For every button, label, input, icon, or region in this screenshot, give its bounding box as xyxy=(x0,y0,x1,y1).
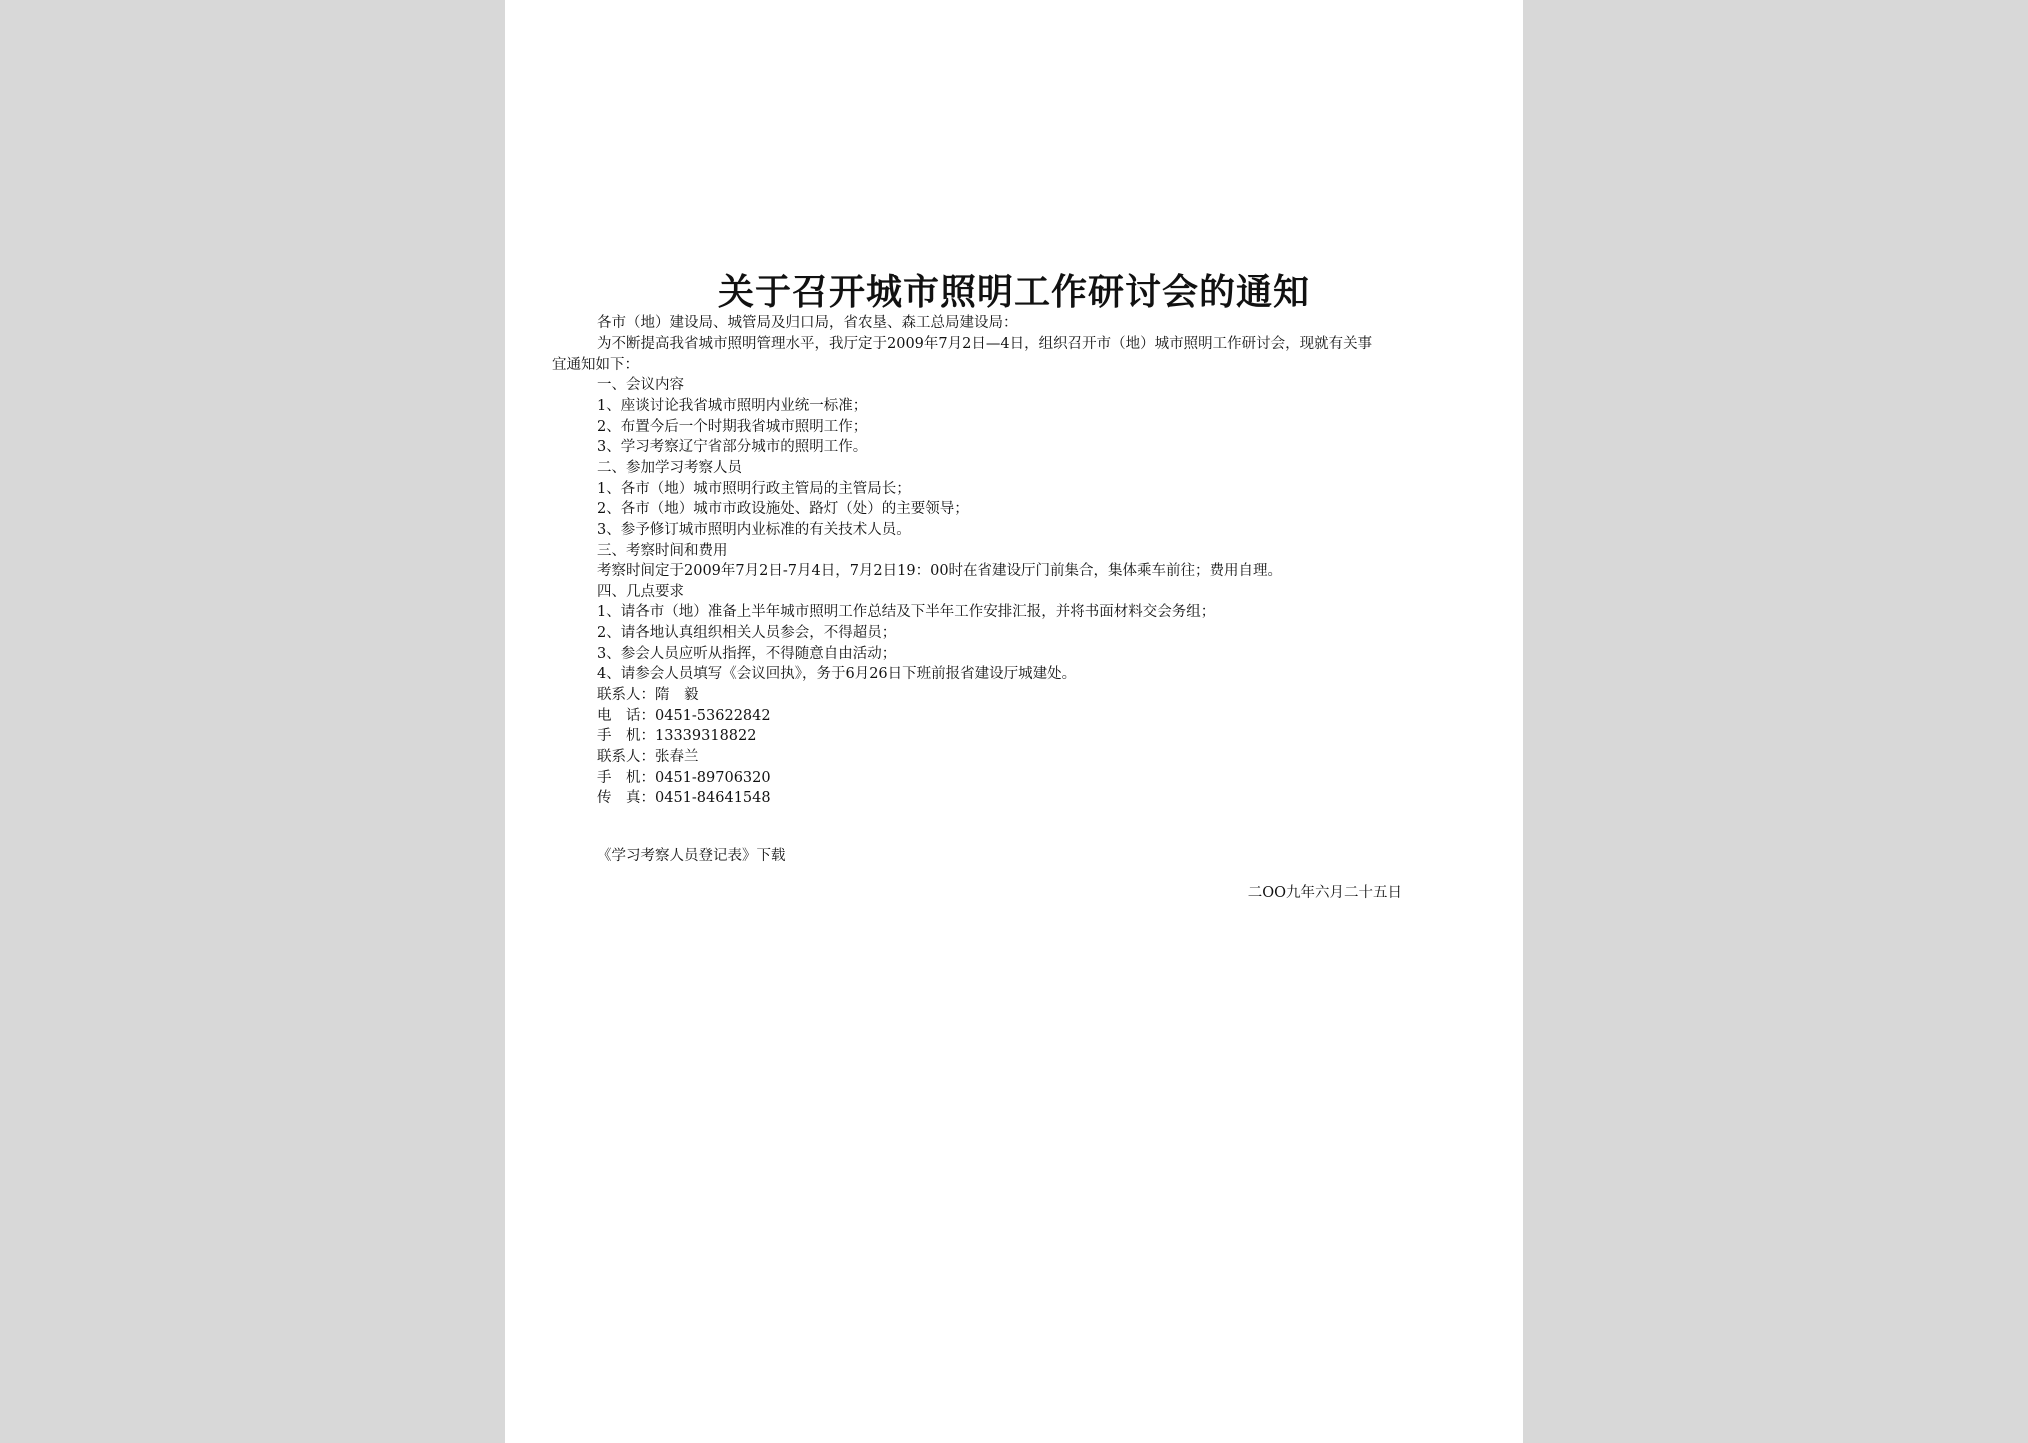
document-date: 二OO九年六月二十五日 xyxy=(1247,885,1402,901)
section-1-heading: 一、会议内容 xyxy=(597,377,684,393)
document-title: 关于召开城市照明工作研讨会的通知 xyxy=(717,271,1310,313)
section-4-item: 1、请各市（地）准备上半年城市照明工作总结及下半年工作安排汇报，并将书面材料交会务组； xyxy=(597,604,1216,620)
section-1-item: 1、座谈讨论我省城市照明内业统一标准； xyxy=(597,398,868,414)
contact-line: 手 机：0451-89706320 xyxy=(597,770,771,786)
contact-line: 联系人：张春兰 xyxy=(597,749,699,765)
section-4-heading: 四、几点要求 xyxy=(597,584,684,600)
section-2-item: 2、各市（地）城市市政设施处、路灯（处）的主要领导； xyxy=(597,501,969,517)
section-1-item: 2、布置今后一个时期我省城市照明工作； xyxy=(597,419,868,435)
section-3-heading: 三、考察时间和费用 xyxy=(597,543,728,559)
section-4-item: 2、请各地认真组织相关人员参会，不得超员； xyxy=(597,625,897,641)
download-link[interactable]: 《学习考察人员登记表》下载 xyxy=(597,848,786,864)
section-1-item: 3、学习考察辽宁省部分城市的照明工作。 xyxy=(597,439,868,455)
section-2-item: 1、各市（地）城市照明行政主管局的主管局长； xyxy=(597,481,911,497)
document-page xyxy=(505,0,1523,1443)
section-3-item: 考察时间定于2009年7月2日-7月4日，7月2日19：00时在省建设厅门前集合，集体乘车前往；费用自理。 xyxy=(597,563,1283,579)
salutation: 各市（地）建设局、城管局及归口局，省农垦、森工总局建设局： xyxy=(597,315,1018,331)
contact-line: 传 真：0451-84641548 xyxy=(597,790,771,806)
intro-paragraph-line-2: 宜通知如下： xyxy=(552,357,639,373)
contact-line: 手 机：13339318822 xyxy=(597,728,757,744)
section-2-item: 3、参予修订城市照明内业标准的有关技术人员。 xyxy=(597,522,911,538)
section-4-item: 3、参会人员应听从指挥，不得随意自由活动； xyxy=(597,646,897,662)
intro-paragraph-line-1: 为不断提高我省城市照明管理水平，我厅定于2009年7月2日—4日，组织召开市（地）城市照明工作研讨会，现就有关事 xyxy=(597,336,1373,352)
section-4-item: 4、请参会人员填写《会议回执》，务于6月26日下班前报省建设厅城建处。 xyxy=(597,666,1077,682)
contact-line: 联系人：隋 毅 xyxy=(597,687,699,703)
section-2-heading: 二、参加学习考察人员 xyxy=(597,460,742,476)
contact-line: 电 话：0451-53622842 xyxy=(597,708,771,724)
